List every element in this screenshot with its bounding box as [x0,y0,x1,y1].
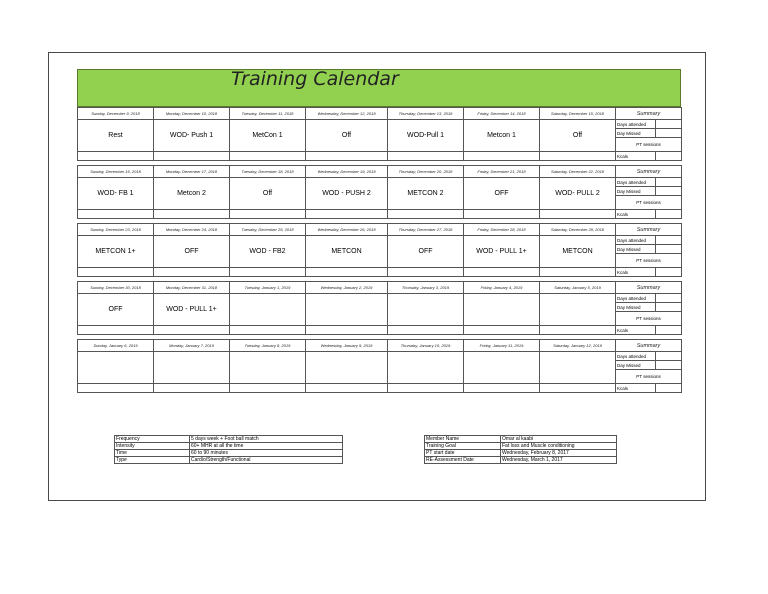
days-attended-label: Days attended [616,178,656,187]
plan-info-label: Time [115,450,190,457]
week-blank-row [78,210,682,219]
day-activity: WOD - PULL 1+ [154,294,230,326]
days-attended-value [656,236,682,245]
day-activity: METCON 2 [388,178,464,210]
kcals-label: Kcals [616,152,656,161]
member-info-row [425,457,617,464]
kcals-label: Kcals [616,268,656,277]
day-missed-label: Day Missed [616,187,656,196]
week-date-row [78,108,682,120]
blank-cell [388,384,464,393]
day-date: Friday, December 21, 2018 [464,166,540,178]
plan-info-value: 60+ MHR at all the time [190,443,343,450]
plan-info-value: 60 to 90 minutes [190,450,343,457]
day-activity [388,352,464,384]
blank-cell [306,384,388,393]
blank-cell [78,326,154,335]
day-activity [154,352,230,384]
days-attended-value [656,178,682,187]
blank-cell [540,210,616,219]
day-date: Wednesday, December 19, 2018 [306,166,388,178]
day-activity: METCON [540,236,616,268]
day-date: Wednesday, December 26, 2018 [306,224,388,236]
pt-sessions-label: PT sessions [616,196,682,210]
day-activity: WOD- FB 1 [78,178,154,210]
day-date: Sunday, December 16, 2018 [78,166,154,178]
blank-cell [388,152,464,161]
day-activity: MetCon 1 [230,120,306,152]
day-date: Friday, December 28, 2018 [464,224,540,236]
days-attended-label: Days attended [616,352,656,361]
member-info-label: Member Name [425,436,501,443]
week-blank-row [78,326,682,335]
day-activity [230,294,306,326]
member-info-value: Fat loss and Muscle conditioning [501,443,617,450]
day-date: Tuesday, December 11, 2018 [230,108,306,120]
day-date: Friday, January 11, 2019 [464,340,540,352]
day-activity [306,294,388,326]
blank-cell [540,384,616,393]
day-activity: Metcon 1 [464,120,540,152]
day-activity: METCON [306,236,388,268]
week-activity-row [78,294,682,303]
plan-info-label: Frequency [115,436,190,443]
page-title: Training Calendar [231,68,399,90]
day-activity [306,352,388,384]
blank-cell [464,210,540,219]
days-attended-value [656,120,682,129]
member-info-row [425,443,617,450]
day-date: Wednesday, January 2, 2019 [306,282,388,294]
day-missed-label: Day Missed [616,245,656,254]
member-info-value: Omar al kaabi [501,436,617,443]
day-missed-label: Day Missed [616,361,656,370]
plan-info-row [115,450,343,457]
member-info-value: Wednesday, February 8, 2017 [501,450,617,457]
member-info-label: Training Goal [425,443,501,450]
summary-header: Summary [616,166,682,178]
day-date: Sunday, January 6, 2019 [78,340,154,352]
blank-cell [230,326,306,335]
days-attended-value [656,352,682,361]
blank-cell [306,326,388,335]
plan-info-label: Type [115,457,190,464]
blank-cell [78,268,154,277]
day-activity: OFF [464,178,540,210]
week-activity-row [78,120,682,129]
day-activity: WOD - FB2 [230,236,306,268]
day-date: Sunday, December 23, 2018 [78,224,154,236]
day-date: Thursday, December 13, 2018 [388,108,464,120]
blank-cell [464,326,540,335]
week-activity-row [78,236,682,245]
day-activity [464,294,540,326]
plan-info-row [115,457,343,464]
blank-cell [388,210,464,219]
day-date: Saturday, January 5, 2019 [540,282,616,294]
summary-header: Summary [616,340,682,352]
member-info-value: Wednesday, March 1, 2017 [501,457,617,464]
days-attended-label: Days attended [616,120,656,129]
plan-info-value: 5 days week + Foot ball match [190,436,343,443]
blank-cell [388,268,464,277]
day-missed-value [656,361,682,370]
day-date: Friday, January 4, 2019 [464,282,540,294]
blank-cell [230,152,306,161]
pt-sessions-label: PT sessions [616,370,682,384]
day-date: Sunday, December 9, 2018 [78,108,154,120]
day-date: Thursday, December 27, 2018 [388,224,464,236]
training-calendar [77,107,682,393]
day-date: Wednesday, January 9, 2019 [306,340,388,352]
plan-info-label: Intensity [115,443,190,450]
week-date-row [78,340,682,352]
plan-info-value: Cardio/Strength/Functional [190,457,343,464]
days-attended-label: Days attended [616,294,656,303]
kcals-value [656,384,682,393]
day-date: Thursday, January 10, 2019 [388,340,464,352]
day-date: Tuesday, December 25, 2018 [230,224,306,236]
day-activity: OFF [388,236,464,268]
blank-cell [540,326,616,335]
day-date: Sunday, December 30, 2018 [78,282,154,294]
day-date: Saturday, December 22, 2018 [540,166,616,178]
blank-cell [154,152,230,161]
day-activity: Off [540,120,616,152]
day-missed-label: Day Missed [616,129,656,138]
day-activity: OFF [78,294,154,326]
blank-cell [306,210,388,219]
kcals-value [656,210,682,219]
day-date: Monday, December 31, 2018 [154,282,230,294]
day-date: Wednesday, December 12, 2018 [306,108,388,120]
kcals-value [656,268,682,277]
blank-cell [154,326,230,335]
week-activity-row [78,178,682,187]
blank-cell [464,268,540,277]
blank-cell [78,384,154,393]
day-activity: Off [306,120,388,152]
day-activity: WOD- Push 1 [154,120,230,152]
summary-header: Summary [616,224,682,236]
day-missed-value [656,187,682,196]
day-date: Tuesday, January 8, 2019 [230,340,306,352]
day-activity [540,352,616,384]
day-date: Monday, January 7, 2019 [154,340,230,352]
kcals-label: Kcals [616,384,656,393]
week-blank-row [78,268,682,277]
blank-cell [154,268,230,277]
day-activity [388,294,464,326]
blank-cell [78,210,154,219]
week-activity-row [78,352,682,361]
day-activity: WOD-Pull 1 [388,120,464,152]
week-blank-row [78,384,682,393]
plan-info-row [115,436,343,443]
day-activity: Off [230,178,306,210]
day-activity [464,352,540,384]
member-info-row [425,436,617,443]
day-date: Thursday, December 20, 2018 [388,166,464,178]
kcals-value [656,152,682,161]
week-blank-row [78,152,682,161]
blank-cell [540,268,616,277]
blank-cell [540,152,616,161]
day-activity [230,352,306,384]
day-date: Saturday, January 12, 2019 [540,340,616,352]
week-date-row [78,224,682,236]
day-date: Tuesday, January 1, 2019 [230,282,306,294]
day-date: Saturday, December 29, 2018 [540,224,616,236]
day-activity [540,294,616,326]
summary-header: Summary [616,108,682,120]
blank-cell [154,210,230,219]
day-date: Monday, December 24, 2018 [154,224,230,236]
week-date-row [78,166,682,178]
days-attended-value [656,294,682,303]
summary-header: Summary [616,282,682,294]
blank-cell [230,384,306,393]
blank-cell [306,268,388,277]
kcals-value [656,326,682,335]
plan-info-table [114,435,343,464]
blank-cell [78,152,154,161]
day-date: Thursday, January 3, 2019 [388,282,464,294]
member-info-label: RE-Assessment Date [425,457,501,464]
day-missed-label: Day Missed [616,303,656,312]
day-activity: Rest [78,120,154,152]
day-date: Saturday, December 15, 2018 [540,108,616,120]
day-missed-value [656,129,682,138]
blank-cell [464,152,540,161]
blank-cell [154,384,230,393]
kcals-label: Kcals [616,326,656,335]
day-activity: Metcon 2 [154,178,230,210]
kcals-label: Kcals [616,210,656,219]
day-activity: WOD - PUSH 2 [306,178,388,210]
plan-info-row [115,443,343,450]
day-activity: OFF [154,236,230,268]
member-info-row [425,450,617,457]
day-missed-value [656,245,682,254]
day-missed-value [656,303,682,312]
day-date: Tuesday, December 18, 2018 [230,166,306,178]
blank-cell [388,326,464,335]
pt-sessions-label: PT sessions [616,138,682,152]
member-info-table [424,435,617,464]
days-attended-label: Days attended [616,236,656,245]
day-activity: WOD- PULL 2 [540,178,616,210]
day-activity: METCON 1+ [78,236,154,268]
blank-cell [230,210,306,219]
day-date: Monday, December 10, 2018 [154,108,230,120]
blank-cell [464,384,540,393]
blank-cell [306,152,388,161]
day-date: Monday, December 17, 2018 [154,166,230,178]
member-info-label: PT start date [425,450,501,457]
pt-sessions-label: PT sessions [616,254,682,268]
day-date: Friday, December 14, 2018 [464,108,540,120]
blank-cell [230,268,306,277]
day-activity [78,352,154,384]
week-date-row [78,282,682,294]
day-activity: WOD - PULL 1+ [464,236,540,268]
pt-sessions-label: PT sessions [616,312,682,326]
